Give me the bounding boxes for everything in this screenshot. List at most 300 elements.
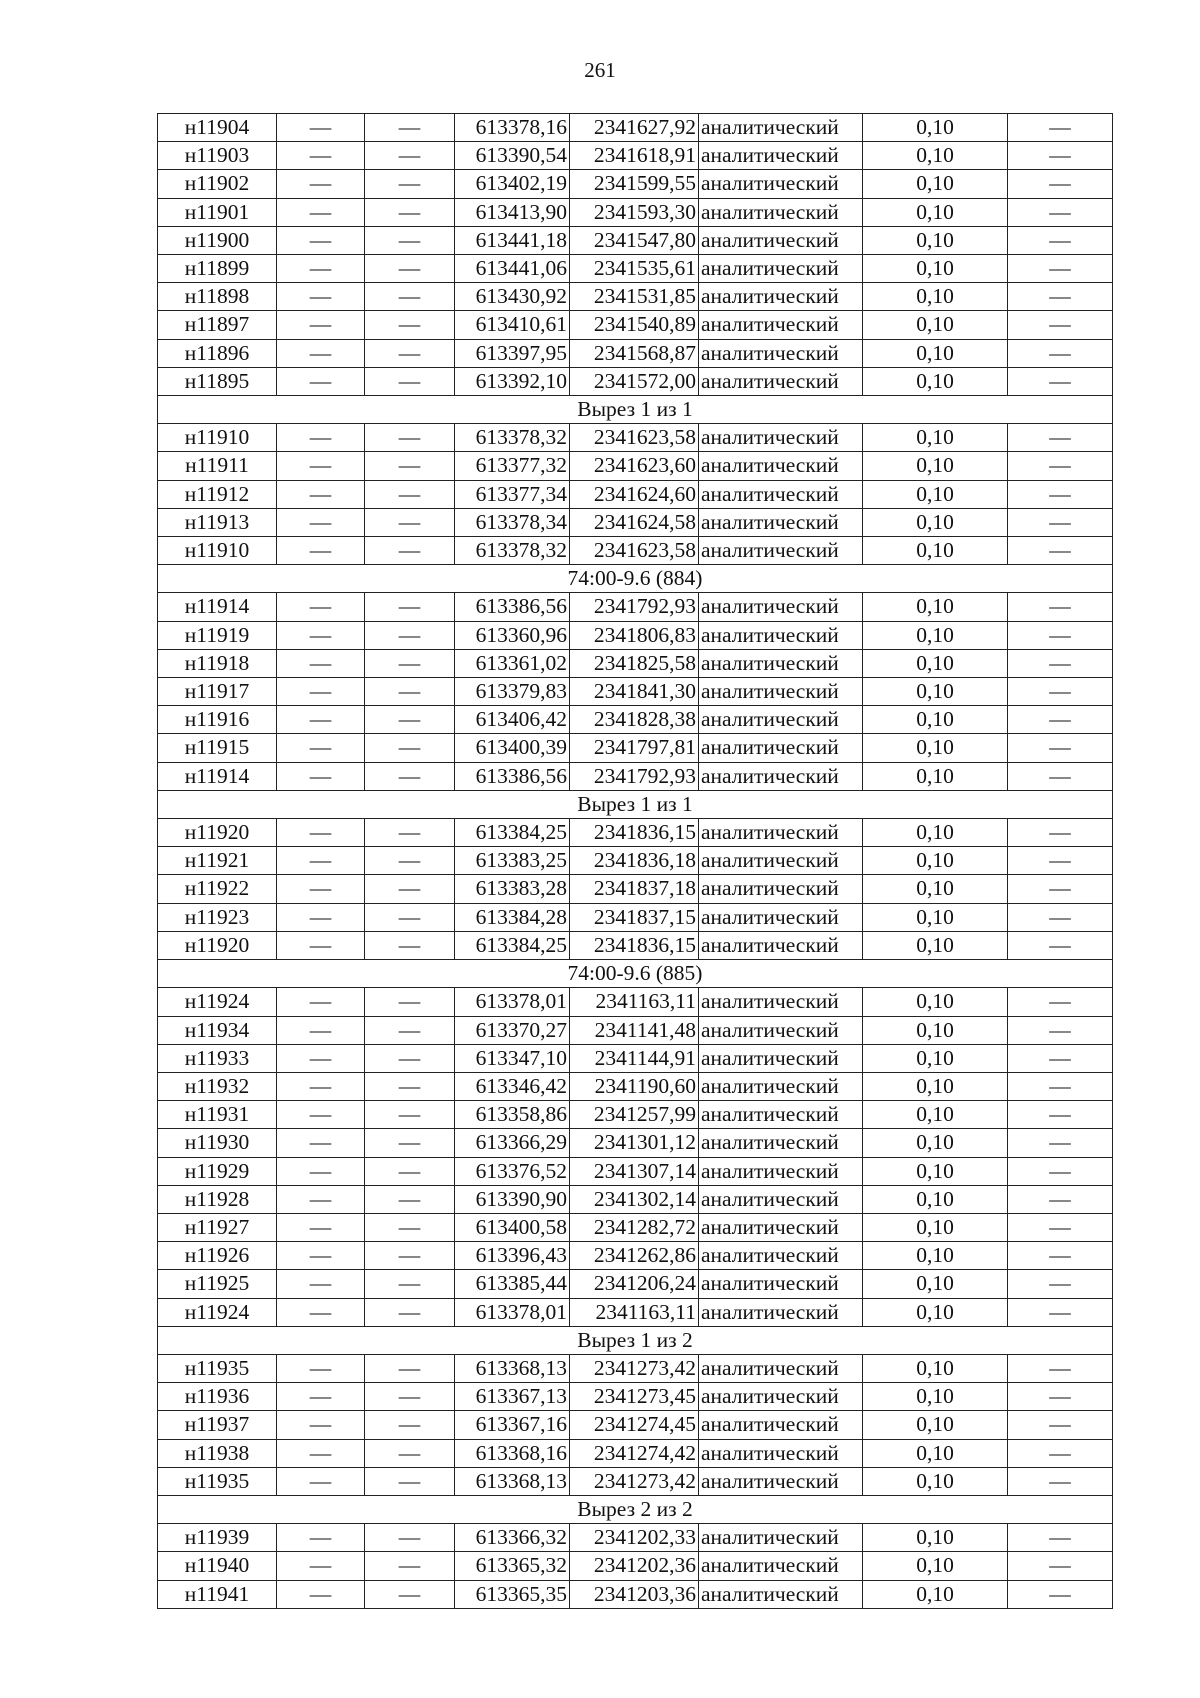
dash-cell: — — [1008, 847, 1113, 875]
x-coordinate-cell: 613368,16 — [455, 1439, 570, 1467]
table-row — [158, 1383, 1113, 1411]
method-cell: аналитический — [699, 1129, 863, 1157]
y-coordinate-cell: 2341825,58 — [570, 649, 699, 677]
point-id-cell: н11920 — [158, 819, 277, 847]
coordinates-table — [157, 113, 1113, 1609]
y-coordinate-cell: 2341836,18 — [570, 847, 699, 875]
dash-cell: — — [365, 1157, 455, 1185]
accuracy-cell: 0,10 — [863, 226, 1008, 254]
dash-cell: — — [277, 593, 365, 621]
point-id-cell: н11931 — [158, 1101, 277, 1129]
method-cell: аналитический — [699, 226, 863, 254]
accuracy-cell: 0,10 — [863, 367, 1008, 395]
x-coordinate-cell: 613396,43 — [455, 1242, 570, 1270]
dash-cell: — — [365, 847, 455, 875]
accuracy-cell: 0,10 — [863, 1467, 1008, 1495]
accuracy-cell: 0,10 — [863, 593, 1008, 621]
x-coordinate-cell: 613376,52 — [455, 1157, 570, 1185]
y-coordinate-cell: 2341203,36 — [570, 1580, 699, 1608]
method-cell: аналитический — [699, 1072, 863, 1100]
table-row — [158, 508, 1113, 536]
point-id-cell: н11912 — [158, 480, 277, 508]
dash-cell: — — [365, 678, 455, 706]
x-coordinate-cell: 613365,32 — [455, 1552, 570, 1580]
accuracy-cell: 0,10 — [863, 1580, 1008, 1608]
x-coordinate-cell: 613368,13 — [455, 1354, 570, 1382]
y-coordinate-cell: 2341841,30 — [570, 678, 699, 706]
dash-cell: — — [365, 1298, 455, 1326]
method-cell: аналитический — [699, 593, 863, 621]
dash-cell: — — [365, 424, 455, 452]
section-header: Вырез 1 из 1 — [158, 790, 1113, 818]
dash-cell: — — [1008, 1439, 1113, 1467]
y-coordinate-cell: 2341274,42 — [570, 1439, 699, 1467]
x-coordinate-cell: 613430,92 — [455, 283, 570, 311]
section-header-row — [158, 565, 1113, 593]
table-row — [158, 988, 1113, 1016]
method-cell: аналитический — [699, 1044, 863, 1072]
table-row — [158, 1270, 1113, 1298]
x-coordinate-cell: 613410,61 — [455, 311, 570, 339]
accuracy-cell: 0,10 — [863, 1524, 1008, 1552]
accuracy-cell: 0,10 — [863, 1072, 1008, 1100]
accuracy-cell: 0,10 — [863, 1354, 1008, 1382]
dash-cell: — — [277, 480, 365, 508]
x-coordinate-cell: 613397,95 — [455, 339, 570, 367]
dash-cell: — — [277, 1298, 365, 1326]
y-coordinate-cell: 2341535,61 — [570, 255, 699, 283]
dash-cell: — — [277, 819, 365, 847]
accuracy-cell: 0,10 — [863, 424, 1008, 452]
x-coordinate-cell: 613402,19 — [455, 170, 570, 198]
accuracy-cell: 0,10 — [863, 1101, 1008, 1129]
dash-cell: — — [277, 367, 365, 395]
y-coordinate-cell: 2341792,93 — [570, 762, 699, 790]
accuracy-cell: 0,10 — [863, 1242, 1008, 1270]
dash-cell: — — [277, 226, 365, 254]
dash-cell: — — [365, 114, 455, 142]
y-coordinate-cell: 2341618,91 — [570, 142, 699, 170]
dash-cell: — — [277, 1016, 365, 1044]
accuracy-cell: 0,10 — [863, 142, 1008, 170]
dash-cell: — — [365, 593, 455, 621]
method-cell: аналитический — [699, 1213, 863, 1241]
dash-cell: — — [1008, 142, 1113, 170]
y-coordinate-cell: 2341202,36 — [570, 1552, 699, 1580]
y-coordinate-cell: 2341274,45 — [570, 1411, 699, 1439]
accuracy-cell: 0,10 — [863, 1213, 1008, 1241]
dash-cell: — — [365, 1016, 455, 1044]
method-cell: аналитический — [699, 649, 863, 677]
dash-cell: — — [277, 1185, 365, 1213]
point-id-cell: н11917 — [158, 678, 277, 706]
method-cell: аналитический — [699, 819, 863, 847]
accuracy-cell: 0,10 — [863, 903, 1008, 931]
method-cell: аналитический — [699, 114, 863, 142]
table-row — [158, 480, 1113, 508]
y-coordinate-cell: 2341623,58 — [570, 424, 699, 452]
dash-cell: — — [277, 339, 365, 367]
dash-cell: — — [1008, 819, 1113, 847]
table-row — [158, 339, 1113, 367]
point-id-cell: н11902 — [158, 170, 277, 198]
dash-cell: — — [365, 1185, 455, 1213]
dash-cell: — — [277, 508, 365, 536]
dash-cell: — — [365, 762, 455, 790]
accuracy-cell: 0,10 — [863, 1185, 1008, 1213]
table-row — [158, 283, 1113, 311]
y-coordinate-cell: 2341568,87 — [570, 339, 699, 367]
y-coordinate-cell: 2341792,93 — [570, 593, 699, 621]
dash-cell: — — [1008, 903, 1113, 931]
dash-cell: — — [277, 311, 365, 339]
x-coordinate-cell: 613378,01 — [455, 988, 570, 1016]
accuracy-cell: 0,10 — [863, 678, 1008, 706]
dash-cell: — — [365, 1270, 455, 1298]
dash-cell: — — [1008, 226, 1113, 254]
dash-cell: — — [365, 452, 455, 480]
accuracy-cell: 0,10 — [863, 170, 1008, 198]
method-cell: аналитический — [699, 142, 863, 170]
dash-cell: — — [1008, 988, 1113, 1016]
dash-cell: — — [365, 142, 455, 170]
section-header: Вырез 1 из 2 — [158, 1326, 1113, 1354]
point-id-cell: н11925 — [158, 1270, 277, 1298]
dash-cell: — — [277, 424, 365, 452]
y-coordinate-cell: 2341257,99 — [570, 1101, 699, 1129]
point-id-cell: н11896 — [158, 339, 277, 367]
point-id-cell: н11923 — [158, 903, 277, 931]
accuracy-cell: 0,10 — [863, 508, 1008, 536]
method-cell: аналитический — [699, 1524, 863, 1552]
table-row — [158, 1072, 1113, 1100]
table-row — [158, 847, 1113, 875]
section-header-row — [158, 1326, 1113, 1354]
dash-cell: — — [1008, 1044, 1113, 1072]
x-coordinate-cell: 613378,01 — [455, 1298, 570, 1326]
point-id-cell: н11914 — [158, 762, 277, 790]
point-id-cell: н11903 — [158, 142, 277, 170]
point-id-cell: н11924 — [158, 988, 277, 1016]
dash-cell: — — [365, 1383, 455, 1411]
point-id-cell: н11921 — [158, 847, 277, 875]
accuracy-cell: 0,10 — [863, 819, 1008, 847]
dash-cell: — — [365, 283, 455, 311]
method-cell: аналитический — [699, 537, 863, 565]
y-coordinate-cell: 2341828,38 — [570, 706, 699, 734]
table-row — [158, 1411, 1113, 1439]
y-coordinate-cell: 2341141,48 — [570, 1016, 699, 1044]
method-cell: аналитический — [699, 1552, 863, 1580]
dash-cell: — — [277, 1467, 365, 1495]
accuracy-cell: 0,10 — [863, 255, 1008, 283]
dash-cell: — — [365, 819, 455, 847]
dash-cell: — — [365, 537, 455, 565]
accuracy-cell: 0,10 — [863, 706, 1008, 734]
accuracy-cell: 0,10 — [863, 1298, 1008, 1326]
table-row — [158, 142, 1113, 170]
dash-cell: — — [277, 1044, 365, 1072]
dash-cell: — — [277, 734, 365, 762]
dash-cell: — — [1008, 508, 1113, 536]
method-cell: аналитический — [699, 903, 863, 931]
dash-cell: — — [277, 988, 365, 1016]
point-id-cell: н11934 — [158, 1016, 277, 1044]
method-cell: аналитический — [699, 170, 863, 198]
dash-cell: — — [1008, 1185, 1113, 1213]
table-row — [158, 1044, 1113, 1072]
dash-cell: — — [1008, 1383, 1113, 1411]
x-coordinate-cell: 613379,83 — [455, 678, 570, 706]
dash-cell: — — [365, 1044, 455, 1072]
dash-cell: — — [1008, 480, 1113, 508]
dash-cell: — — [365, 1129, 455, 1157]
dash-cell: — — [365, 198, 455, 226]
dash-cell: — — [1008, 1129, 1113, 1157]
dash-cell: — — [277, 875, 365, 903]
dash-cell: — — [277, 649, 365, 677]
point-id-cell: н11914 — [158, 593, 277, 621]
y-coordinate-cell: 2341797,81 — [570, 734, 699, 762]
point-id-cell: н11904 — [158, 114, 277, 142]
dash-cell: — — [365, 649, 455, 677]
dash-cell: — — [365, 988, 455, 1016]
accuracy-cell: 0,10 — [863, 283, 1008, 311]
point-id-cell: н11922 — [158, 875, 277, 903]
method-cell: аналитический — [699, 621, 863, 649]
dash-cell: — — [365, 875, 455, 903]
point-id-cell: н11895 — [158, 367, 277, 395]
dash-cell: — — [1008, 424, 1113, 452]
dash-cell: — — [365, 1580, 455, 1608]
dash-cell: — — [1008, 255, 1113, 283]
section-header: Вырез 1 из 1 — [158, 396, 1113, 424]
accuracy-cell: 0,10 — [863, 847, 1008, 875]
dash-cell: — — [1008, 1411, 1113, 1439]
dash-cell: — — [277, 114, 365, 142]
y-coordinate-cell: 2341531,85 — [570, 283, 699, 311]
dash-cell: — — [277, 1270, 365, 1298]
y-coordinate-cell: 2341836,15 — [570, 931, 699, 959]
dash-cell: — — [1008, 1101, 1113, 1129]
point-id-cell: н11910 — [158, 424, 277, 452]
point-id-cell: н11899 — [158, 255, 277, 283]
x-coordinate-cell: 613346,42 — [455, 1072, 570, 1100]
method-cell: аналитический — [699, 255, 863, 283]
table-row — [158, 1213, 1113, 1241]
method-cell: аналитический — [699, 1439, 863, 1467]
method-cell: аналитический — [699, 1411, 863, 1439]
y-coordinate-cell: 2341163,11 — [570, 1298, 699, 1326]
dash-cell: — — [277, 1101, 365, 1129]
dash-cell: — — [365, 706, 455, 734]
point-id-cell: н11919 — [158, 621, 277, 649]
dash-cell: — — [277, 847, 365, 875]
point-id-cell: н11915 — [158, 734, 277, 762]
table-row — [158, 1467, 1113, 1495]
dash-cell: — — [1008, 762, 1113, 790]
dash-cell: — — [1008, 706, 1113, 734]
method-cell: аналитический — [699, 1185, 863, 1213]
dash-cell: — — [1008, 170, 1113, 198]
x-coordinate-cell: 613390,90 — [455, 1185, 570, 1213]
dash-cell: — — [1008, 678, 1113, 706]
method-cell: аналитический — [699, 988, 863, 1016]
dash-cell: — — [277, 1411, 365, 1439]
table-row — [158, 198, 1113, 226]
page-number: 261 — [584, 58, 616, 82]
dash-cell: — — [365, 226, 455, 254]
dash-cell: — — [1008, 1157, 1113, 1185]
x-coordinate-cell: 613368,13 — [455, 1467, 570, 1495]
y-coordinate-cell: 2341623,58 — [570, 537, 699, 565]
dash-cell: — — [277, 1552, 365, 1580]
table-row — [158, 593, 1113, 621]
dash-cell: — — [1008, 621, 1113, 649]
table-row — [158, 537, 1113, 565]
dash-cell: — — [277, 706, 365, 734]
method-cell: аналитический — [699, 1383, 863, 1411]
method-cell: аналитический — [699, 1354, 863, 1382]
method-cell: аналитический — [699, 1298, 863, 1326]
accuracy-cell: 0,10 — [863, 734, 1008, 762]
dash-cell: — — [365, 621, 455, 649]
point-id-cell: н11910 — [158, 537, 277, 565]
accuracy-cell: 0,10 — [863, 114, 1008, 142]
dash-cell: — — [1008, 311, 1113, 339]
x-coordinate-cell: 613383,25 — [455, 847, 570, 875]
y-coordinate-cell: 2341273,42 — [570, 1354, 699, 1382]
point-id-cell: н11929 — [158, 1157, 277, 1185]
accuracy-cell: 0,10 — [863, 649, 1008, 677]
x-coordinate-cell: 613400,39 — [455, 734, 570, 762]
accuracy-cell: 0,10 — [863, 931, 1008, 959]
method-cell: аналитический — [699, 508, 863, 536]
accuracy-cell: 0,10 — [863, 1157, 1008, 1185]
point-id-cell: н11935 — [158, 1467, 277, 1495]
y-coordinate-cell: 2341144,91 — [570, 1044, 699, 1072]
x-coordinate-cell: 613378,16 — [455, 114, 570, 142]
method-cell: аналитический — [699, 198, 863, 226]
y-coordinate-cell: 2341273,42 — [570, 1467, 699, 1495]
accuracy-cell: 0,10 — [863, 1552, 1008, 1580]
dash-cell: — — [277, 537, 365, 565]
table-row — [158, 1185, 1113, 1213]
accuracy-cell: 0,10 — [863, 988, 1008, 1016]
point-id-cell: н11897 — [158, 311, 277, 339]
accuracy-cell: 0,10 — [863, 875, 1008, 903]
dash-cell: — — [365, 1411, 455, 1439]
method-cell: аналитический — [699, 480, 863, 508]
method-cell: аналитический — [699, 1157, 863, 1185]
point-id-cell: н11911 — [158, 452, 277, 480]
dash-cell: — — [1008, 593, 1113, 621]
dash-cell: — — [1008, 198, 1113, 226]
dash-cell: — — [365, 255, 455, 283]
table-row — [158, 424, 1113, 452]
dash-cell: — — [277, 1213, 365, 1241]
dash-cell: — — [1008, 114, 1113, 142]
accuracy-cell: 0,10 — [863, 1044, 1008, 1072]
table-row — [158, 452, 1113, 480]
y-coordinate-cell: 2341624,60 — [570, 480, 699, 508]
x-coordinate-cell: 613413,90 — [455, 198, 570, 226]
table-row — [158, 678, 1113, 706]
dash-cell: — — [1008, 1072, 1113, 1100]
table-row — [158, 226, 1113, 254]
section-header: 74:00-9.6 (884) — [158, 565, 1113, 593]
dash-cell: — — [365, 1552, 455, 1580]
table-row — [158, 1439, 1113, 1467]
dash-cell: — — [365, 903, 455, 931]
table-row — [158, 875, 1113, 903]
method-cell: аналитический — [699, 678, 863, 706]
accuracy-cell: 0,10 — [863, 621, 1008, 649]
accuracy-cell: 0,10 — [863, 1270, 1008, 1298]
dash-cell: — — [365, 1524, 455, 1552]
accuracy-cell: 0,10 — [863, 339, 1008, 367]
accuracy-cell: 0,10 — [863, 1129, 1008, 1157]
table-row — [158, 762, 1113, 790]
dash-cell: — — [365, 1467, 455, 1495]
x-coordinate-cell: 613370,27 — [455, 1016, 570, 1044]
table-row — [158, 734, 1113, 762]
table-row — [158, 170, 1113, 198]
dash-cell: — — [365, 734, 455, 762]
method-cell: аналитический — [699, 1016, 863, 1044]
y-coordinate-cell: 2341623,60 — [570, 452, 699, 480]
x-coordinate-cell: 613390,54 — [455, 142, 570, 170]
accuracy-cell: 0,10 — [863, 1411, 1008, 1439]
point-id-cell: н11927 — [158, 1213, 277, 1241]
y-coordinate-cell: 2341282,72 — [570, 1213, 699, 1241]
accuracy-cell: 0,10 — [863, 198, 1008, 226]
x-coordinate-cell: 613400,58 — [455, 1213, 570, 1241]
method-cell: аналитический — [699, 1270, 863, 1298]
dash-cell: — — [1008, 1242, 1113, 1270]
section-header-row — [158, 960, 1113, 988]
x-coordinate-cell: 613384,28 — [455, 903, 570, 931]
dash-cell: — — [365, 1213, 455, 1241]
y-coordinate-cell: 2341307,14 — [570, 1157, 699, 1185]
table-row — [158, 621, 1113, 649]
section-header-row — [158, 396, 1113, 424]
dash-cell: — — [365, 1072, 455, 1100]
y-coordinate-cell: 2341572,00 — [570, 367, 699, 395]
table-row — [158, 1524, 1113, 1552]
x-coordinate-cell: 613384,25 — [455, 819, 570, 847]
table-row — [158, 1101, 1113, 1129]
accuracy-cell: 0,10 — [863, 1383, 1008, 1411]
dash-cell: — — [1008, 1213, 1113, 1241]
dash-cell: — — [277, 1524, 365, 1552]
y-coordinate-cell: 2341163,11 — [570, 988, 699, 1016]
x-coordinate-cell: 613366,32 — [455, 1524, 570, 1552]
x-coordinate-cell: 613386,56 — [455, 593, 570, 621]
dash-cell: — — [1008, 367, 1113, 395]
dash-cell: — — [277, 283, 365, 311]
table-row — [158, 1129, 1113, 1157]
method-cell: аналитический — [699, 734, 863, 762]
dash-cell: — — [365, 1101, 455, 1129]
dash-cell: — — [1008, 537, 1113, 565]
y-coordinate-cell: 2341302,14 — [570, 1185, 699, 1213]
coordinates-table-body — [158, 114, 1113, 1609]
x-coordinate-cell: 613386,56 — [455, 762, 570, 790]
accuracy-cell: 0,10 — [863, 311, 1008, 339]
point-id-cell: н11937 — [158, 1411, 277, 1439]
dash-cell: — — [365, 508, 455, 536]
